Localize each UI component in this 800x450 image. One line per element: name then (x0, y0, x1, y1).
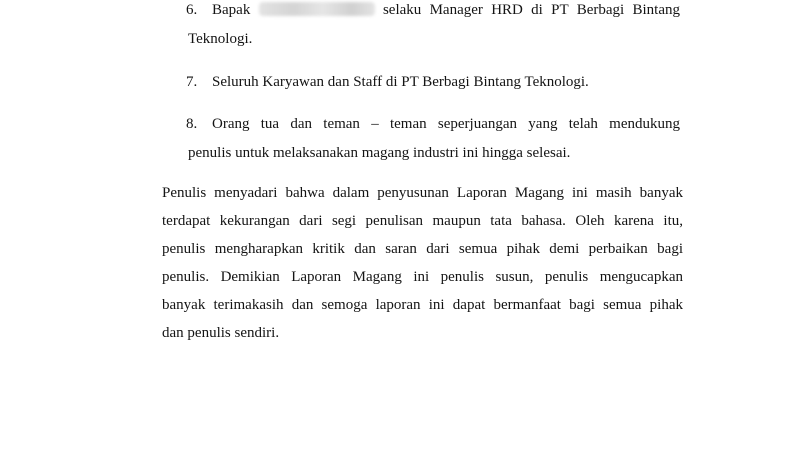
paragraph-line: terdapat kekurangan dari segi penulisan maupun tata bahasa. Oleh karena itu, (162, 213, 683, 229)
list-item-line: penulis untuk melaksanakan magang industri ini hingga selesai. (188, 145, 571, 161)
paragraph-line: dan penulis sendiri. (162, 325, 280, 341)
list-number: 7. (186, 74, 198, 90)
paragraph-line: banyak terimakasih dan semoga laporan ini dapat bermanfaat bagi semua pihak (162, 297, 683, 313)
list-number: 8. (186, 116, 198, 132)
paragraph-line: penulis. Demikian Laporan Magang ini penulis susun, penulis mengucapkan (162, 269, 683, 285)
list-item-6 (188, 0, 680, 54)
paragraph-line: Penulis menyadari bahwa dalam penyusunan Laporan Magang ini masih banyak (162, 185, 683, 201)
list-item-line: Seluruh Karyawan dan Staff di PT Berbagi Bintang Teknologi. (212, 74, 589, 90)
redacted-name (259, 2, 375, 16)
closing-paragraph (162, 179, 683, 347)
list-item-line: Teknologi. (188, 31, 253, 47)
list-item-7 (188, 68, 680, 97)
list-item-8 (188, 110, 680, 168)
paragraph-line: penulis mengharapkan kritik dan saran dari semua pihak demi perbaikan bagi (162, 241, 683, 257)
list-item-line (188, 0, 680, 25)
list-number: 6. (186, 2, 198, 18)
list-item-text: selaku Manager HRD di PT Berbagi Bintang (382, 2, 680, 18)
list-item-text: Bapak (212, 2, 251, 18)
list-item-line: Orang tua dan teman – teman seperjuangan yang telah mendukung (212, 116, 680, 132)
